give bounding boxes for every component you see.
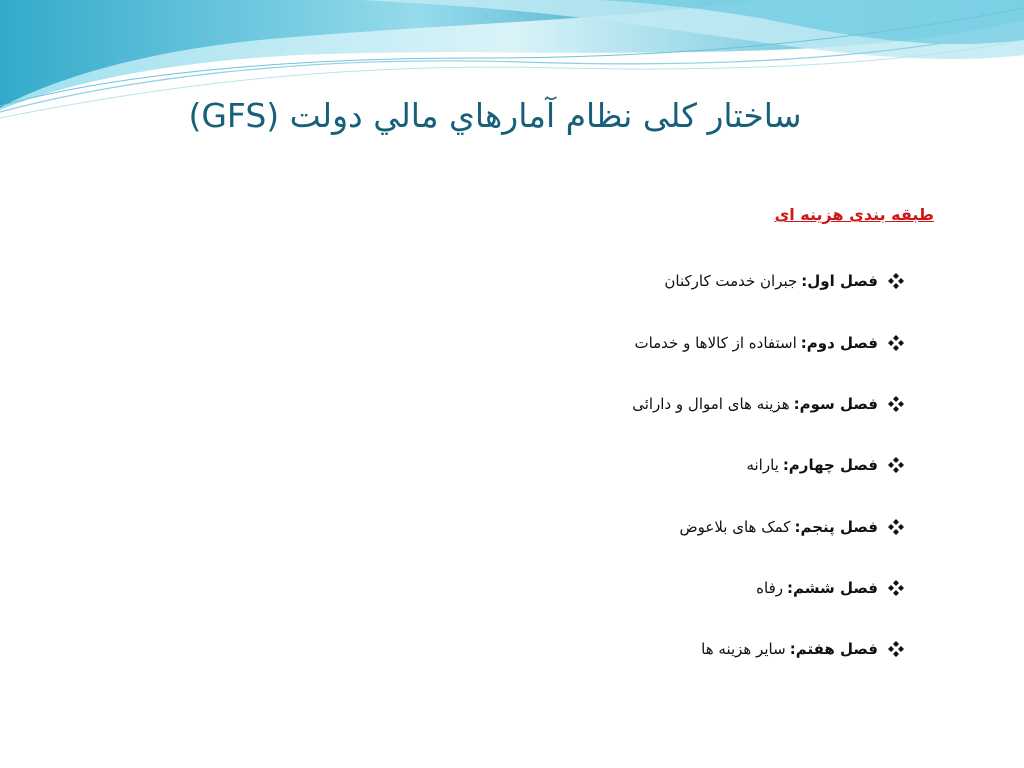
item-desc: کمک های بلاعوض [679, 518, 791, 536]
item-desc: یارانه [746, 456, 779, 474]
item-desc: هزینه های اموال و دارائی [632, 395, 790, 413]
diamond-bullet-icon [888, 519, 904, 535]
item-title: فصل سوم: [793, 395, 878, 413]
diamond-bullet-icon [888, 641, 904, 657]
diamond-bullet-icon [888, 273, 904, 289]
list-item [746, 452, 904, 478]
list-item [634, 330, 904, 356]
list-item [632, 391, 904, 417]
list-item [756, 575, 904, 601]
item-desc: سایر هزینه ها [701, 640, 786, 658]
list-item [664, 268, 904, 294]
diamond-bullet-icon [888, 335, 904, 351]
item-title: فصل پنجم: [794, 518, 878, 536]
item-desc: رفاه [756, 579, 783, 597]
diamond-bullet-icon [888, 580, 904, 596]
item-desc: استفاده از کالاها و خدمات [634, 334, 797, 352]
item-title: فصل چهارم: [782, 456, 878, 474]
list-item [679, 514, 904, 540]
list-item [701, 636, 904, 662]
diamond-bullet-icon [888, 396, 904, 412]
slide-title: ساختار کلی نظام آمارهاي مالي دولت (GFS) [188, 96, 802, 135]
item-title: فصل ششم: [787, 579, 878, 597]
item-title: فصل اول: [801, 272, 878, 290]
item-title: فصل دوم: [800, 334, 878, 352]
diamond-bullet-icon [888, 457, 904, 473]
item-title: فصل هفتم: [789, 640, 878, 658]
item-desc: جبران خدمت کارکنان [664, 272, 798, 290]
section-heading: طبقه بندی هزینه ای [774, 205, 934, 224]
